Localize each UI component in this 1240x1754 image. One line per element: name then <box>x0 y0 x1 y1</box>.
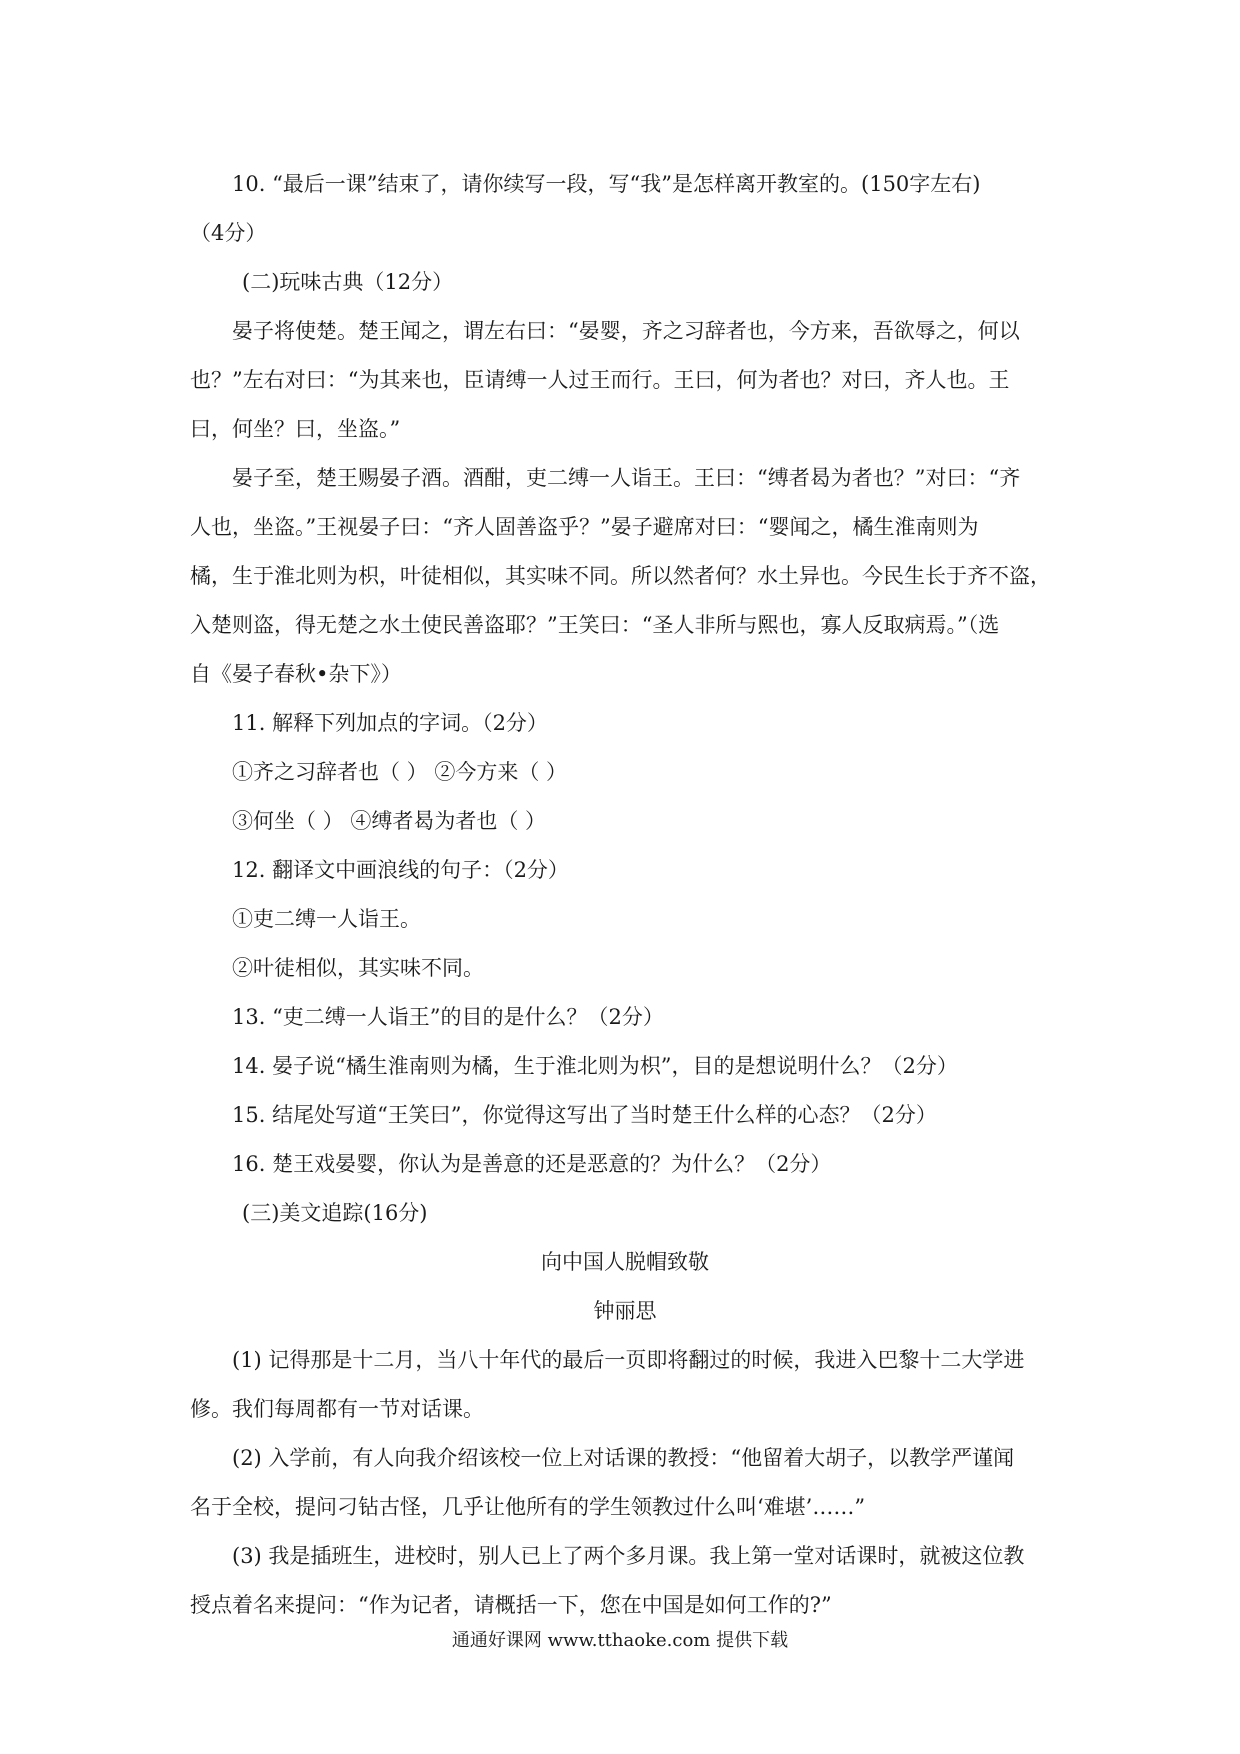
text-line: 名于全校，提问刁钻古怪，几乎让他所有的学生领教过什么叫‘难堪’……” <box>190 1495 866 1519</box>
page-footer: 通通好课网 www.tthaoke.com 提供下载 <box>451 1630 789 1651</box>
text-line: 13. “吏二缚一人诣王”的目的是什么？（2分） <box>232 1005 664 1029</box>
text-line: 人也，坐盗。”王视晏子曰：“齐人固善盗乎？”晏子避席对曰：“婴闻之，橘生淮南则为 <box>190 515 979 539</box>
text-line: (三)美文追踪(16分) <box>242 1201 428 1225</box>
text-line: 11. 解释下列加点的字词。（2分） <box>232 711 548 735</box>
text-line: (1) 记得那是十二月，当八十年代的最后一页即将翻过的时候，我进入巴黎十二大学进 <box>232 1348 1025 1372</box>
text-line: 晏子至，楚王赐晏子酒。酒酣，吏二缚一人诣王。王曰：“缚者曷为者也？”对曰：“齐 <box>232 466 1021 490</box>
text-line: 16. 楚王戏晏婴，你认为是善意的还是恶意的？为什么？（2分） <box>232 1152 832 1176</box>
text-line: ①吏二缚一人诣王。 <box>232 907 421 931</box>
text-line: （4分） <box>190 221 267 245</box>
text-line: 入楚则盗，得无楚之水土使民善盗耶？”王笑曰：“圣人非所与熙也，寡人反取病焉。”（选 <box>190 613 1000 637</box>
text-line: ③何坐（ ） ④缚者曷为者也（ ） <box>232 809 547 833</box>
text-line: 也？”左右对曰：“为其来也，臣请缚一人过王而行。王曰，何为者也？对曰，齐人也。王 <box>190 368 1010 392</box>
text-line: 10. “最后一课”结束了，请你续写一段，写“我”是怎样离开教室的。(150字左右) <box>232 172 981 196</box>
text-line: 授点着名来提问：“作为记者，请概括一下，您在中国是如何工作的?” <box>190 1593 832 1617</box>
document-body <box>190 160 1060 1630</box>
text-line: 15. 结尾处写道“王笑曰”，你觉得这写出了当时楚王什么样的心态？（2分） <box>232 1103 937 1127</box>
text-line: 曰，何坐？曰，坐盗。” <box>190 417 401 441</box>
text-line: 晏子将使楚。楚王闻之，谓左右曰：“晏婴，齐之习辞者也，今方来，吾欲辱之，何以 <box>232 319 1020 343</box>
text-line: 自《晏子春秋•杂下》） <box>190 662 402 686</box>
text-line: 14. 晏子说“橘生淮南则为橘，生于淮北则为枳”，目的是想说明什么？（2分） <box>232 1054 958 1078</box>
text-line: 橘，生于淮北则为枳，叶徒相似，其实味不同。所以然者何？水土异也。今民生长于齐不盗， <box>190 564 1051 588</box>
text-line: 修。我们每周都有一节对话课。 <box>190 1397 484 1421</box>
text-line: ②叶徒相似，其实味不同。 <box>232 956 484 980</box>
text-line: ①齐之习辞者也（ ） ②今方来（ ） <box>232 760 568 784</box>
text-line: 钟丽思 <box>593 1299 657 1323</box>
text-line: 12. 翻译文中画浪线的句子：（2分） <box>232 858 569 882</box>
text-line: (3) 我是插班生，进校时，别人已上了两个多月课。我上第一堂对话课时，就被这位教 <box>232 1544 1025 1568</box>
text-line: (二)玩味古典（12分） <box>242 270 454 294</box>
text-line: 向中国人脱帽致敬 <box>541 1250 709 1274</box>
text-line: (2) 入学前，有人向我介绍该校一位上对话课的教授：“他留着大胡子，以教学严谨闻 <box>232 1446 1015 1470</box>
